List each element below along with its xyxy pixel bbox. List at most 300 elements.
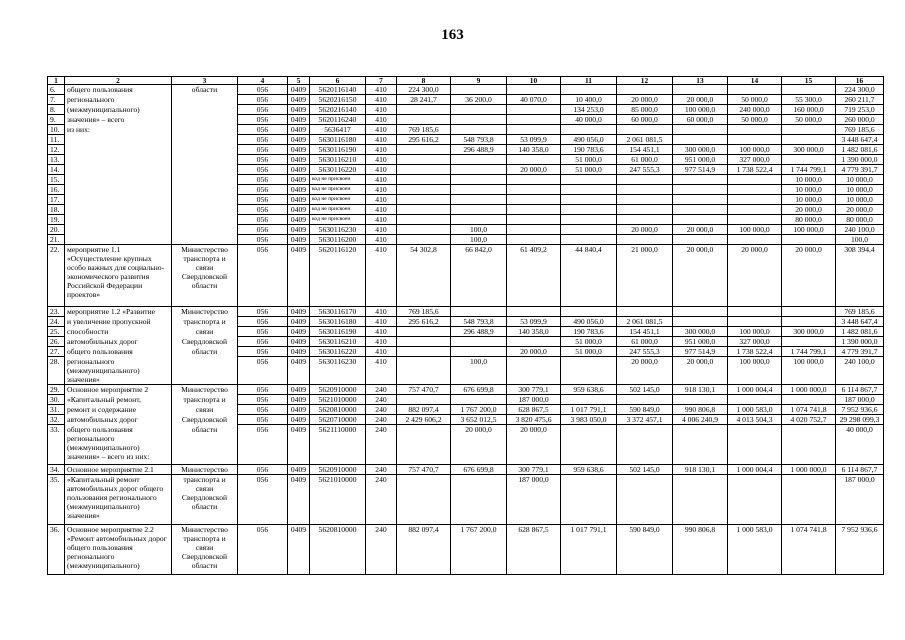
table-cell: 548 793,8 [451,135,507,145]
table-cell: 056 [238,175,288,185]
table-cell: 240 [366,385,397,395]
table-cell: 40 070,0 [507,95,561,105]
table-cell: 0409 [288,205,310,215]
table-cell: 28 241,7 [397,95,451,105]
table-cell: 5620910000 [310,385,366,395]
table-cell: 33. [48,425,65,465]
table-cell: 0409 [288,405,310,415]
table-cell: 34. [48,465,65,475]
table-cell [728,125,782,135]
table-cell: 240 000,0 [728,105,782,115]
table-cell: 951 000,0 [673,337,728,347]
table-cell: Министерство [172,307,238,317]
table-cell: 410 [366,185,397,195]
table-cell: 1 482 081,6 [836,327,884,337]
table-cell: 959 638,6 [561,385,617,395]
header-cell: 4 [238,77,288,85]
table-cell: 50 000,0 [782,115,836,125]
header-row [48,77,884,85]
table-cell [397,175,451,185]
table-cell: способности [65,327,172,337]
table-cell: 056 [238,357,288,385]
table-row [48,465,884,475]
table-cell: 50 000,0 [728,115,782,125]
table-cell [172,115,238,125]
table-cell: 300 000,0 [673,145,728,155]
table-row [48,195,884,205]
table-cell: 5620116240 [310,115,366,125]
table-cell: 410 [366,125,397,135]
table-cell [172,235,238,245]
table-cell: 769 185,6 [836,307,884,317]
table-cell: области [172,425,238,465]
table-row [48,395,884,405]
header-cell: 6 [310,77,366,85]
table-cell [673,215,728,225]
table-cell: 100 000,0 [728,145,782,155]
table-cell: 61 409,2 [507,245,561,307]
table-cell: 187 000,0 [507,395,561,405]
table-cell: 16. [48,185,65,195]
table-cell [65,135,172,145]
table-cell [673,125,728,135]
header-cell: 2 [65,77,172,85]
table-cell: 4 779 391,7 [836,347,884,357]
table-cell: связи [172,327,238,337]
table-cell: 410 [366,105,397,115]
table-cell: 3 372 457,1 [617,415,673,425]
table-cell [172,125,238,135]
table-cell [507,155,561,165]
table-cell: 240 [366,525,397,575]
table-cell: 0409 [288,337,310,347]
table-cell: 1 482 081,6 [836,145,884,155]
table-cell: 951 000,0 [673,155,728,165]
table-cell: 154 451,1 [617,327,673,337]
table-cell [507,337,561,347]
header-cell: 9 [451,77,507,85]
table-cell: код не присвоен [310,195,366,205]
table-cell: 3 448 647,4 [836,135,884,145]
table-cell: 056 [238,327,288,337]
table-cell: 410 [366,155,397,165]
table-cell: 4 006 240,9 [673,415,728,425]
table-cell: 10 000,0 [836,185,884,195]
table-row [48,85,884,95]
table-cell: 410 [366,327,397,337]
table-cell: 056 [238,85,288,95]
table-cell: общего пользования регионального (межмуниципального) значения» – всего из них: [65,425,172,465]
table-cell [561,195,617,205]
table-cell: Министерство транспорта и связи Свердловской области [172,245,238,307]
table-cell: 20 000,0 [836,205,884,215]
table-cell [673,475,728,525]
table-cell: 10 000,0 [782,195,836,205]
table-cell [617,125,673,135]
table-cell: 40 000,0 [561,115,617,125]
table-cell: 0409 [288,115,310,125]
table-cell: 0409 [288,425,310,465]
table-cell: 1 000 000,0 [782,465,836,475]
table-cell: 51 000,0 [561,337,617,347]
header-cell: 13 [673,77,728,85]
table-cell: 240 100,0 [836,357,884,385]
table-cell: 20 000,0 [507,165,561,175]
table-cell: Министерство [172,465,238,475]
table-cell: 20 000,0 [617,357,673,385]
table-cell: 056 [238,105,288,115]
table-cell: 1 744 799,1 [782,347,836,357]
table-row [48,145,884,155]
table-cell: 056 [238,235,288,245]
table-row [48,317,884,327]
table-cell: 11. [48,135,65,145]
table-cell: 1 390 000,0 [836,155,884,165]
table-row [48,245,884,307]
table-cell: 100 000,0 [782,225,836,235]
table-cell: 918 130,1 [673,385,728,395]
table-cell: 29 298 099,3 [836,415,884,425]
table-cell: 410 [366,175,397,185]
table-cell: 4 779 391,7 [836,165,884,175]
header-cell: 11 [561,77,617,85]
table-cell: 134 253,0 [561,105,617,115]
table-cell: 20 000,0 [782,205,836,215]
table-cell: 187 000,0 [836,395,884,405]
table-row [48,175,884,185]
table-cell: 5630116190 [310,327,366,337]
table-cell: 0409 [288,185,310,195]
table-cell: 85 000,0 [617,105,673,115]
table-cell: 0409 [288,307,310,317]
table-cell: 247 555,3 [617,347,673,357]
table-cell [617,195,673,205]
table-row [48,385,884,395]
table-cell: 44 840,4 [561,245,617,307]
table-cell [397,327,451,337]
table-cell [561,395,617,405]
table-cell: 32. [48,415,65,425]
table-cell: 1 000 583,0 [728,525,782,575]
table-cell [728,307,782,317]
table-cell [172,215,238,225]
table-cell [782,307,836,317]
table-cell: 5636417 [310,125,366,135]
table-cell: 410 [366,225,397,235]
table-cell [397,155,451,165]
table-cell: 9. [48,115,65,125]
table-cell: 27. [48,347,65,357]
table-cell: код не присвоен [310,215,366,225]
table-cell: 20 000,0 [507,425,561,465]
table-cell [782,475,836,525]
table-cell [451,215,507,225]
table-cell: 187 000,0 [507,475,561,525]
table-cell [65,235,172,245]
table-cell [673,307,728,317]
table-cell: транспорта и [172,395,238,405]
table-cell [451,337,507,347]
table-cell: 30. [48,395,65,405]
table-cell: 327 000,0 [728,155,782,165]
table-cell: 056 [238,347,288,357]
table-cell: 19. [48,215,65,225]
table-cell [172,95,238,105]
table-cell [507,195,561,205]
table-row [48,357,884,385]
table-cell [728,195,782,205]
table-cell: 410 [366,95,397,105]
table-cell: 1 000 004,4 [728,465,782,475]
table-cell: 0409 [288,357,310,385]
table-cell: 056 [238,307,288,317]
table-cell [397,145,451,155]
table-cell [728,317,782,327]
table-cell: 410 [366,317,397,327]
table-cell [561,185,617,195]
table-cell: 4 013 504,3 [728,415,782,425]
table-cell: 0409 [288,215,310,225]
table-row [48,95,884,105]
table-cell: регионального (межмуниципального) значения» [65,357,172,385]
header-cell: 1 [48,77,65,85]
table-cell [507,215,561,225]
table-cell: 5621010000 [310,475,366,525]
table-cell: 53 099,9 [507,135,561,145]
table-cell: 20 000,0 [728,245,782,307]
table-cell [728,85,782,95]
table-cell: 056 [238,415,288,425]
table-cell: 1 017 791,1 [561,525,617,575]
table-cell [507,357,561,385]
table-cell [397,195,451,205]
table-row [48,415,884,425]
table-cell: Свердловской [172,415,238,425]
table-row [48,225,884,235]
table-cell: 100 000,0 [728,327,782,337]
table-cell [451,307,507,317]
table-cell: 0409 [288,175,310,185]
table-cell [728,475,782,525]
table-cell: 100,0 [836,235,884,245]
table-row [48,135,884,145]
table-cell [507,105,561,115]
table-cell [451,115,507,125]
table-cell: 260 211,7 [836,95,884,105]
table-cell: 240 [366,475,397,525]
table-cell [782,85,836,95]
table-cell: 1 767 200,0 [451,405,507,415]
table-cell: 1 744 799,1 [782,165,836,175]
table-cell: 23. [48,307,65,317]
table-cell [782,337,836,347]
table-cell: 300 000,0 [782,327,836,337]
table-cell: 100,0 [451,225,507,235]
table-cell [617,215,673,225]
table-cell: 410 [366,205,397,215]
table-cell: 0409 [288,95,310,105]
table-cell: области [172,85,238,95]
table-cell: 240 [366,415,397,425]
table-cell: 5620116120 [310,245,366,307]
table-cell [397,395,451,405]
table-cell [782,125,836,135]
table-cell: 5620216140 [310,105,366,115]
table-cell: 224 300,0 [836,85,884,95]
table-cell [451,105,507,115]
table-cell: 327 000,0 [728,337,782,347]
table-cell [507,175,561,185]
table-cell: 056 [238,525,288,575]
table-cell: 410 [366,145,397,155]
table-cell [451,125,507,135]
table-cell [451,205,507,215]
table-cell: 100 000,0 [782,357,836,385]
table-cell [172,155,238,165]
table-cell [561,225,617,235]
table-row [48,337,884,347]
table-row [48,165,884,175]
table-cell: 308 394,4 [836,245,884,307]
table-cell [728,215,782,225]
table-cell [728,175,782,185]
table-cell: 628 867,5 [507,405,561,415]
table-cell: 056 [238,225,288,235]
table-cell [507,205,561,215]
table-cell: 20 000,0 [673,357,728,385]
table-cell: 918 130,1 [673,465,728,475]
table-cell: 1 000 004,4 [728,385,782,395]
table-cell: 24. [48,317,65,327]
table-cell: 10 000,0 [836,175,884,185]
table-cell: 21 000,0 [617,245,673,307]
table-cell: 0409 [288,225,310,235]
table-cell: 056 [238,395,288,405]
table-cell: 676 699,8 [451,465,507,475]
table-cell: 14. [48,165,65,175]
table-cell: 7. [48,95,65,105]
table-cell: (межмуниципального) [65,105,172,115]
table-cell: 990 806,8 [673,405,728,415]
table-cell [673,235,728,245]
header-cell: 3 [172,77,238,85]
table-cell: 3 652 012,5 [451,415,507,425]
table-cell: общего пользования [65,347,172,357]
table-cell [172,205,238,215]
page-number: 163 [441,27,464,43]
table-cell: 0409 [288,395,310,405]
table-cell: Основное мероприятие 2.1 [65,465,172,475]
table-cell [617,85,673,95]
table-cell: 410 [366,215,397,225]
header-cell: 15 [782,77,836,85]
table-cell: 490 056,0 [561,317,617,327]
table-cell: 990 806,8 [673,525,728,575]
table-cell [507,225,561,235]
table-row [48,215,884,225]
table-cell: 140 358,0 [507,327,561,337]
table-cell: 36. [48,525,65,575]
table-cell [782,425,836,465]
table-cell: 590 849,0 [617,405,673,415]
table-cell [397,235,451,245]
table-cell: 60 000,0 [617,115,673,125]
table-cell: 240 [366,405,397,415]
table-cell: Основное мероприятие 2 [65,385,172,395]
table-cell [673,317,728,327]
table-cell [673,85,728,95]
table-cell: 2 061 081,5 [617,135,673,145]
table-cell: 100 000,0 [728,357,782,385]
table-cell [397,115,451,125]
table-cell: 0409 [288,245,310,307]
table-cell: 977 514,9 [673,347,728,357]
table-cell: 676 699,8 [451,385,507,395]
table-cell: 240 [366,395,397,405]
table-cell [65,205,172,215]
table-cell: 80 000,0 [836,215,884,225]
table-cell: 54 302,8 [397,245,451,307]
table-cell: 20. [48,225,65,235]
table-cell: 260 000,0 [836,115,884,125]
table-cell: Министерство транспорта и связи Свердловской области [172,525,238,575]
table-cell [617,175,673,185]
table-cell [397,225,451,235]
table-cell: 296 488,9 [451,327,507,337]
table-cell: 5630116230 [310,225,366,235]
table-cell: 410 [366,195,397,205]
table-cell [673,135,728,145]
table-cell [172,357,238,385]
table-cell [617,185,673,195]
header-cell: 10 [507,77,561,85]
table-cell: 6. [48,85,65,95]
table-cell: 100 000,0 [673,105,728,115]
table-row [48,185,884,195]
table-cell: Основное мероприятие 2.2 «Ремонт автомобильных дорог общего пользования регионального (межмуниципального) [65,525,172,575]
table-cell: 25. [48,327,65,337]
table-cell: 056 [238,185,288,195]
table-cell: 0409 [288,327,310,337]
table-cell: 247 555,3 [617,165,673,175]
table-cell: 300 779,1 [507,465,561,475]
table-cell [65,185,172,195]
table-cell: 056 [238,245,288,307]
table-cell: 240 [366,425,397,465]
header-cell: 14 [728,77,782,85]
table-cell: 240 100,0 [836,225,884,235]
table-cell [65,165,172,175]
table-cell: 410 [366,85,397,95]
table-cell: 100 000,0 [728,225,782,235]
table-cell [397,475,451,525]
table-cell: 20 000,0 [451,425,507,465]
table-cell: 410 [366,165,397,175]
table-cell: «Капитальный ремонт, [65,395,172,405]
table-cell: 50 000,0 [728,95,782,105]
table-cell: 20 000,0 [673,225,728,235]
table-cell: 0409 [288,475,310,525]
table-cell [617,425,673,465]
table-cell: 882 097,4 [397,525,451,575]
table-cell [561,235,617,245]
table-cell: 056 [238,165,288,175]
table-cell: из них: [65,125,172,135]
table-cell: 056 [238,115,288,125]
table-cell: 55 300,0 [782,95,836,105]
table-row [48,347,884,357]
table-cell: 769 185,6 [397,125,451,135]
